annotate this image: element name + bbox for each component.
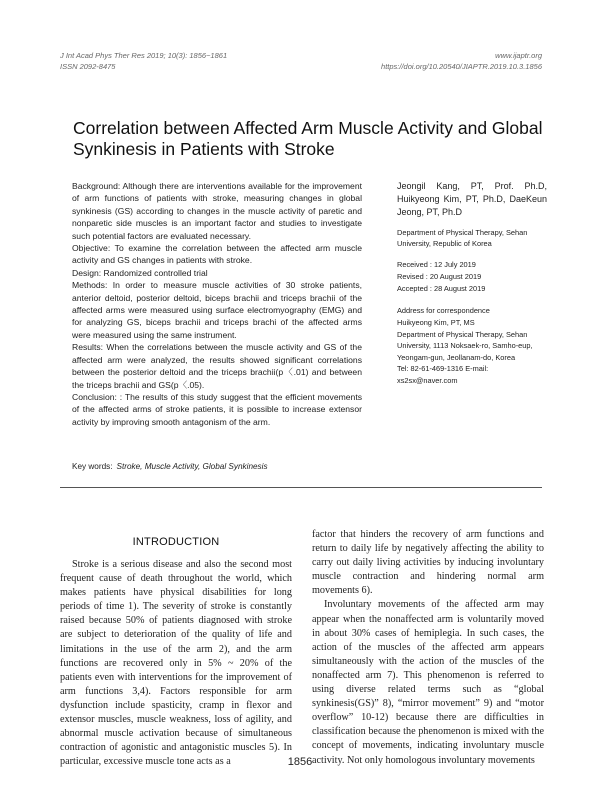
intro-paragraph: Stroke is a serious disease and also the second most frequent cause of death throughout the world, which makes patients have physical disabilities for long periods of time 1). The severity of stroke is constantly raised because 50% of patients diagnosed with stroke are subject to deterioration of the quality of life and limitations in the use of the arm 2), and the arm functions are recovered only in 5% ~ 20% of the patients even with interventions for the improvement of arm functions 3,4). Factors responsible for arm dysfunction include spasticity, cramp in flexor and extensor muscles, muscle weakness, loss of agility, and abnormal muscle activation because of simultaneous contraction of agonistic and antagonistic muscles 5). In particular, excessive muscle tone acts as a [60,559,292,768]
correspondence-heading: Address for correspondence [397,306,490,315]
abstract-conclusion: Conclusion: : The results of this study suggest that the efficient movements of the affected arms of stroke patients, it is possible to increase extensor activity by improving smooth antagonism of the arm. [72,391,362,427]
article-dates [397,259,547,295]
journal-links [381,50,542,72]
page-number: 1856 [287,756,313,768]
accepted-date: Accepted : 28 August 2019 [397,284,486,293]
body-column-right [312,528,544,768]
author-list: Jeongil Kang, PT, Prof. Ph.D, Huikyeong Kim, PT, Ph.D, DaeKeun Jeong, PT, Ph.D [397,181,547,217]
abstract-methods: Methods: In order to measure muscle activities of 30 stroke patients, anterior deltoid, posterior deltoid, biceps brachii and triceps brachii of the affected arms were measured using surface electromyography (EMG) and for analyzing GS, biceps brachii and triceps brachi of the affected arms were measured using the same instrument. [72,280,362,340]
author-info [397,180,547,386]
body-column-left [60,558,292,769]
doi-link[interactable]: https://doi.org/10.20540/JIAPTR.2019.10.3.1856 [381,62,542,71]
section-heading-introduction: INTRODUCTION [132,536,220,548]
abstract-results: Results: When the correlations between the muscle activity and GS of the affected arm were analyzed, the results showed significant correlations between the posterior deltoid and the triceps brachii(p〈.01) and between the triceps brachii and GS(p〈.05). [72,342,362,390]
abstract-background: Background: Although there are interventions available for the improvement of arm functions of patients with stroke, measuring changes in global synkinesis (GS) according to changes in the muscle activity of paretic and nonparetic side muscles is an important factor and studies to investigate such potential factors are evaluated necessary. [72,181,362,241]
paper-title: Correlation between Affected Arm Muscle Activity and Global Synkinesis in Patients with Stroke [73,118,543,159]
abstract-design: Design: Randomized controlled trial [72,267,208,278]
correspondence-address: Department of Physical Therapy, Sehan University, 1113 Noksaek-ro, Samho-eup, Yeongam-gun, Jeollanam-do, Korea [397,329,533,362]
website-link[interactable]: www.ijaptr.org [495,51,542,60]
intro-paragraph-continued: factor that hinders the recovery of arm functions and return to daily life by negatively affecting the ability to carry out daily living activities by inducing involuntary muscle contraction and hindering normal arm movements 6). [312,529,544,597]
issn-line: ISSN 2092-8475 [60,62,116,71]
received-date: Received : 12 July 2019 [397,260,476,269]
keywords-label: Key words: [72,462,113,471]
revised-date: Revised : 20 August 2019 [397,272,482,281]
keywords [72,462,268,471]
affiliation-dept: Department of Physical Therapy, Sehan University, Republic of Korea [397,228,528,248]
abstract [72,180,362,428]
section-divider [60,487,542,488]
journal-citation [60,50,227,72]
intro-paragraph: Involuntary movements of the affected arm may appear when the nonaffected arm is voluntarily moved in about 30% cases of hemiplegia. In such cases, the action of the muscles of the affected arm appears simultaneously with the action of the muscles of the nonaffected arm 7). This phenomenon is referred to using diverse related terms such as “global synkinesis(GS)” 8), “mirror movement” 9) and “motor overflow” 10-12) because there are difficulties in classification because the phenomenon is mixed with the concept of movements, indicating involuntary muscle activity. Not only homologous involuntary movements [312,599,544,766]
abstract-objective: Objective: To examine the correlation between the affected arm muscle activity and GS changes in patients with stroke. [72,243,362,266]
correspondence-name: Huikyeong Kim, PT, MS [397,318,475,327]
citation-line: J Int Acad Phys Ther Res 2019; 10(3): 1856~1861 [60,51,228,60]
correspondence-contact: Tel: 82-61-469-1316 E-mail: xs2sx@naver.com [397,364,489,385]
keywords-value: Stroke, Muscle Activity, Global Synkinesis [116,462,268,471]
